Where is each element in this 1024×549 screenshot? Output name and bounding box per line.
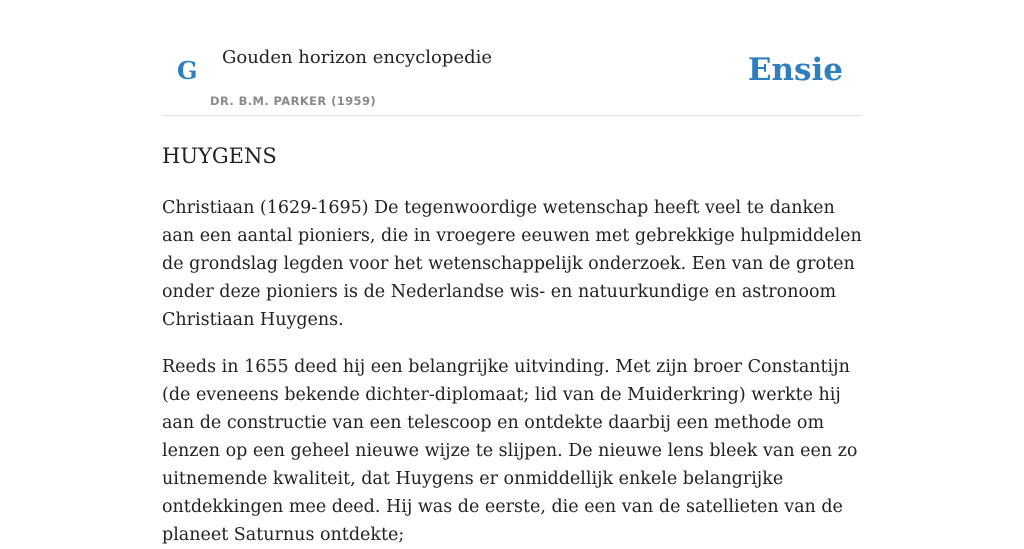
book-title[interactable]: Gouden horizon encyclopedie [222, 47, 492, 68]
article-paragraph-2: Reeds in 1655 deed hij een belangrijke uitvinding. Met zijn broer Constantijn (de eveneens bekende dichter-diplomaat; lid van de Muiderkring) werkte hij aan de constructie van een telescoop en ontdekte daarbij een methode om lenzen op een geheel nieuwe wijze te slijpen. De nieuwe lens bleek van een zo uitnemende kwaliteit, dat Huygens er onmiddellijk enkele belangrijke ontdekkingen mee deed. Hij was de eerste, die een van de satellieten van de planeet Saturnus ontdekte; [162, 357, 858, 545]
article-headword: HUYGENS [162, 144, 277, 168]
book-logo-icon[interactable]: G [177, 56, 198, 85]
book-header [162, 0, 862, 116]
article-paragraph-1: Christiaan (1629-1695) De tegenwoordige wetenschap heeft veel te danken aan een aantal pioniers, die in vroegere eeuwen met gebrekkige hulpmiddelen de grondslag legden voor het wetenschappelijk onderzoek. Een van de groten onder deze pioniers is de Nederlandse wis- en natuurkundige en astronoom Christiaan Huygens. [162, 198, 862, 330]
book-author: DR. B.M. PARKER (1959) [210, 94, 377, 108]
page [162, 0, 862, 549]
ensie-logo-link[interactable]: Ensie [747, 52, 843, 88]
